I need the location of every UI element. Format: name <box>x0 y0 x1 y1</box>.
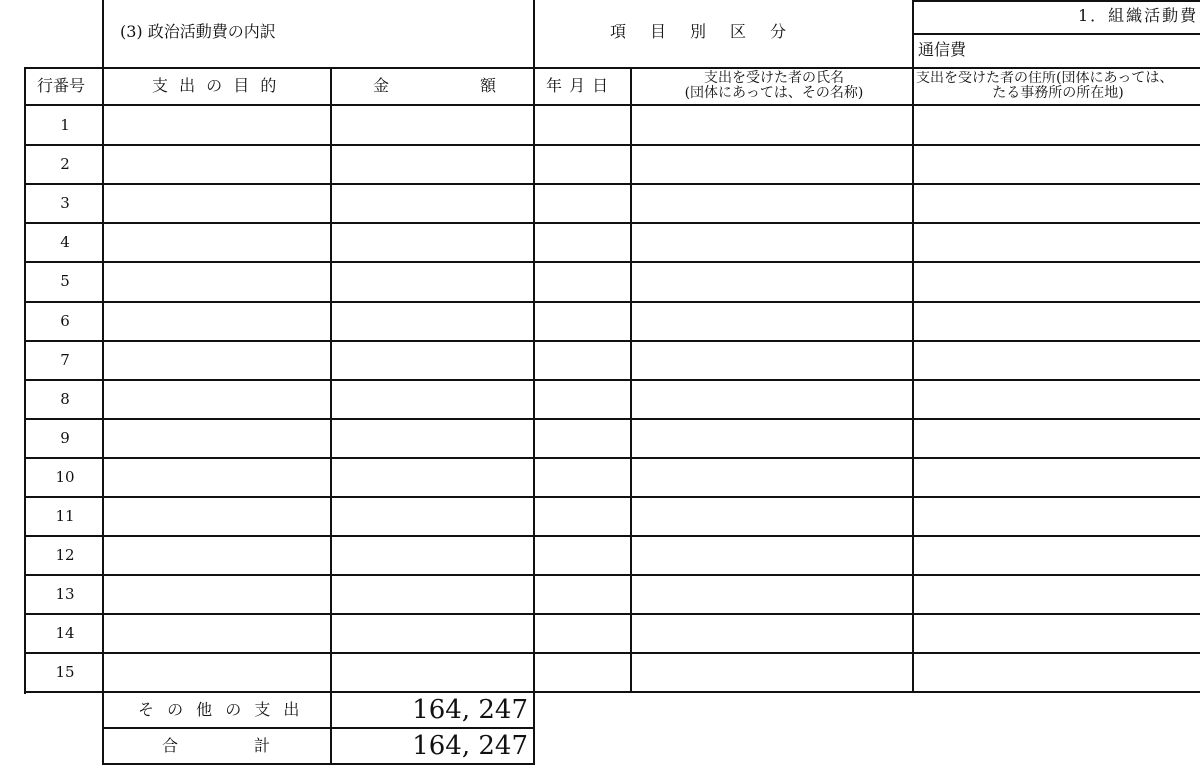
subcategory-divider-line <box>913 33 1200 35</box>
subcategory-label: 通信費 <box>918 40 967 59</box>
row-number: 11 <box>55 507 75 525</box>
row-separator-line <box>26 418 1200 420</box>
other-expenses-label: そ の 他 の 支 出 <box>138 700 304 719</box>
column-date: 年 月 日 <box>546 76 610 95</box>
category-value: 1．組織活動費 <box>1078 6 1199 25</box>
column-purpose: 支 出 の 目 的 <box>152 76 280 95</box>
column-row-no: 行番号 <box>37 76 86 95</box>
row-separator-line <box>26 496 1200 498</box>
total-label-left: 合 <box>162 736 179 755</box>
row-separator-line <box>26 301 1200 303</box>
row-separator-line <box>26 457 1200 459</box>
footer-divider-line <box>102 727 535 729</box>
row-number: 13 <box>55 585 75 603</box>
row-number: 5 <box>60 272 70 290</box>
row-number: 6 <box>60 312 70 330</box>
column-amount-right: 額 <box>480 76 497 95</box>
row-number: 3 <box>60 194 70 212</box>
row-number: 1 <box>60 116 70 134</box>
row-separator-line <box>26 144 1200 146</box>
row-number: 9 <box>60 429 70 447</box>
table-bottom-line <box>26 691 1200 693</box>
footer-bottom-line <box>102 763 535 765</box>
row-number: 14 <box>55 624 75 642</box>
row-number: 10 <box>55 468 75 486</box>
row-separator-line <box>26 261 1200 263</box>
column-recipient-name <box>636 71 912 101</box>
row-separator-line <box>26 183 1200 185</box>
recipient-name-line1: 支出を受けた者の氏名 <box>704 70 844 86</box>
header-bottom-line <box>26 67 1200 69</box>
row-number: 4 <box>60 233 70 251</box>
column-header-bottom-line <box>26 104 1200 106</box>
row-separator-line <box>26 535 1200 537</box>
row-number: 8 <box>60 390 70 408</box>
column-amount-left: 金 <box>373 76 390 95</box>
row-number: 2 <box>60 155 70 173</box>
recipient-address-line1: 支出を受けた者の住所(団体にあっては、 <box>916 71 1174 86</box>
recipient-address-line2: たる事務所の所在地) <box>992 85 1124 101</box>
column-recipient-address <box>916 71 1200 101</box>
other-expenses-amount: 164, 247 <box>412 695 528 725</box>
row-separator-line <box>26 652 1200 654</box>
recipient-divider-line <box>912 0 914 692</box>
total-amount: 164, 247 <box>412 731 528 761</box>
total-label-right: 計 <box>254 736 271 755</box>
row-no-divider-line <box>102 0 104 765</box>
row-separator-line <box>26 613 1200 615</box>
recipient-name-line2: (団体にあっては、その名称) <box>684 85 864 101</box>
row-separator-line <box>26 574 1200 576</box>
category-title: 項 目 別 区 分 <box>610 22 791 41</box>
purpose-divider-line <box>330 67 332 765</box>
row-number: 15 <box>55 663 75 681</box>
amount-divider-line <box>533 0 535 765</box>
row-separator-line <box>26 222 1200 224</box>
top-border-line <box>913 0 1200 2</box>
section-title: (3) 政治活動費の内訳 <box>120 22 276 41</box>
row-separator-line <box>26 379 1200 381</box>
row-number: 12 <box>55 546 75 564</box>
row-number: 7 <box>60 351 70 369</box>
row-separator-line <box>26 340 1200 342</box>
